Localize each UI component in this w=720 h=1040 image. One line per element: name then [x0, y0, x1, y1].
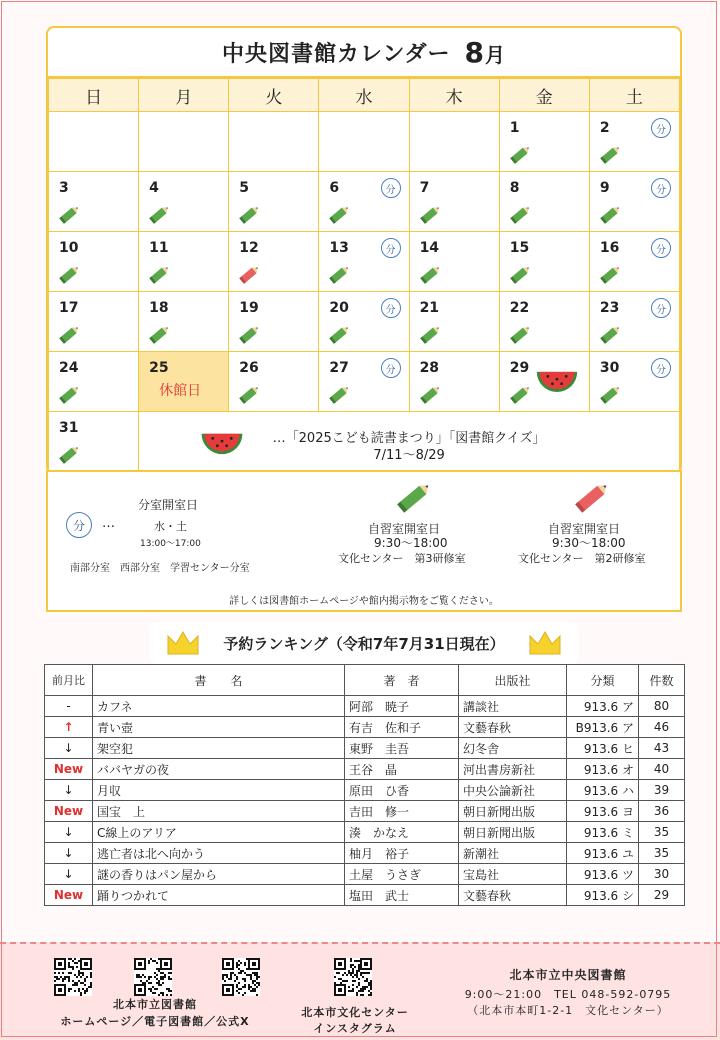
calendar-day-cell	[49, 172, 139, 232]
calendar-day-cell	[139, 172, 229, 232]
bunshitsu-hours: 13:00～17:00	[140, 539, 201, 549]
book-class: 913.6 ア	[567, 696, 639, 717]
book-publisher: 文藝春秋	[459, 717, 567, 738]
weekday-thu: 木	[409, 79, 499, 112]
bunshitsu-icon: 分	[651, 238, 671, 258]
green-pencil-icon	[59, 383, 79, 403]
green-pencil-icon	[59, 443, 79, 463]
calendar-day-cell	[49, 112, 139, 172]
calendar-day-cell	[499, 352, 589, 412]
green-pencil-icon	[600, 263, 620, 283]
day-number: 4	[149, 180, 159, 196]
book-class: 913.6 ヒ	[567, 738, 639, 759]
day-number: 21	[419, 300, 440, 316]
ranking-row	[45, 843, 685, 864]
calendar-day-cell	[409, 112, 499, 172]
day-number: 17	[59, 300, 79, 316]
calendar-day-cell	[139, 292, 229, 352]
day-number: 13	[329, 240, 349, 256]
book-publisher: 文藝春秋	[459, 885, 567, 906]
green-pencil-icon	[600, 383, 620, 403]
day-number: 23	[599, 300, 620, 316]
day-number: 6	[329, 180, 340, 196]
bunshitsu-icon: 分	[381, 178, 401, 198]
day-number: 11	[149, 240, 169, 256]
green-pencil-icon	[149, 203, 169, 223]
bunshitsu-legend-icon: 分	[66, 512, 92, 538]
header-title: 書 名	[93, 665, 345, 696]
book-publisher: 朝日新聞出版	[459, 822, 567, 843]
green-legend-place: 文化センター 第3研修室	[338, 552, 466, 565]
day-number: 10	[59, 240, 79, 256]
rank-change: New	[45, 885, 93, 906]
library-name: 北本市立中央図書館	[509, 968, 627, 982]
green-pencil-icon	[329, 383, 349, 403]
book-author: 東野 圭吾	[345, 738, 459, 759]
ranking-row	[45, 759, 685, 780]
weekday-header	[49, 79, 680, 112]
ranking-title-text: 予約ランキング（令和7年7月31日現在）	[223, 634, 505, 653]
calendar	[46, 26, 682, 474]
calendar-day-cell	[409, 232, 499, 292]
header-change: 前月比	[45, 665, 93, 696]
book-title: C線上のアリア	[93, 822, 345, 843]
footer-divider	[0, 942, 720, 944]
day-number: 3	[59, 180, 69, 196]
crown-icon-left	[166, 630, 200, 656]
event-title: …「2025こども読書まつり」「図書館クイズ」	[272, 431, 546, 446]
book-author: 王谷 晶	[345, 759, 459, 780]
day-number: 15	[509, 240, 530, 256]
reservation-count: 40	[639, 759, 685, 780]
green-pencil-icon	[239, 323, 259, 343]
calendar-day-cell	[409, 352, 499, 412]
book-class: 913.6 ハ	[567, 780, 639, 801]
book-title: 月収	[93, 780, 345, 801]
book-author: 塩田 武士	[345, 885, 459, 906]
book-author: 阿部 暁子	[345, 696, 459, 717]
green-pencil-icon	[420, 263, 440, 283]
weekday-mon: 月	[139, 79, 229, 112]
calendar-day-cell	[319, 232, 409, 292]
book-author: 原田 ひ香	[345, 780, 459, 801]
day-number: 30	[599, 360, 620, 376]
library-qr-label1: 北本市立図書館	[113, 998, 197, 1011]
green-pencil-icon	[600, 323, 620, 343]
calendar-week	[49, 352, 680, 412]
header-author: 著 者	[345, 665, 459, 696]
green-pencil-legend-icon	[394, 478, 434, 518]
day-number: 8	[509, 180, 520, 196]
month-number: 8	[464, 35, 486, 69]
rank-change: ↑	[45, 717, 93, 738]
day-number: 26	[239, 360, 259, 376]
book-class: 913.6 ユ	[567, 843, 639, 864]
green-pencil-icon	[510, 143, 530, 163]
calendar-month	[465, 36, 506, 69]
bunshitsu-days: 水・土	[154, 520, 187, 533]
calendar-day-cell	[229, 172, 319, 232]
calendar-day-cell	[139, 352, 229, 412]
reservation-count: 36	[639, 801, 685, 822]
culture-qr-label1: 北本市文化センター	[301, 1006, 409, 1019]
closed-label: 休館日	[159, 383, 202, 399]
reservation-count: 39	[639, 780, 685, 801]
ranking-title	[150, 622, 578, 664]
calendar-day-cell	[319, 292, 409, 352]
ranking-row	[45, 801, 685, 822]
calendar-grid	[48, 78, 680, 472]
bunshitsu-branches: 南部分室 西部分室 学習センター分室	[70, 563, 250, 574]
ranking-row	[45, 822, 685, 843]
book-publisher: 宝島社	[459, 864, 567, 885]
calendar-day-cell	[229, 292, 319, 352]
culture-qr-label2: インスタグラム	[313, 1022, 397, 1035]
calendar-week	[49, 112, 680, 172]
red-legend-title: 自習室開室日	[548, 522, 621, 536]
calendar-day-cell	[49, 232, 139, 292]
month-unit: 月	[485, 42, 507, 67]
book-publisher: 新潮社	[459, 843, 567, 864]
rank-change: New	[45, 801, 93, 822]
weekday-wed: 水	[319, 79, 409, 112]
book-title: 踊りつかれて	[93, 885, 345, 906]
bunshitsu-title: 分室開室日	[138, 498, 199, 512]
day-number: 19	[239, 300, 259, 316]
calendar-day-cell	[49, 412, 139, 472]
green-pencil-icon	[510, 263, 530, 283]
red-pencil-icon	[239, 263, 259, 283]
book-author: 柚月 裕子	[345, 843, 459, 864]
green-pencil-icon	[600, 143, 620, 163]
calendar-day-cell	[499, 112, 589, 172]
event-dates: 7/11～8/29	[373, 448, 445, 463]
ranking-row	[45, 738, 685, 759]
day-number: 12	[239, 240, 259, 256]
day-number: 31	[59, 420, 79, 436]
red-pencil-legend-icon	[572, 478, 612, 518]
calendar-day-cell	[589, 352, 679, 412]
green-pencil-icon	[510, 383, 530, 403]
rank-change: -	[45, 696, 93, 717]
ranking-row	[45, 780, 685, 801]
book-class: 913.6 オ	[567, 759, 639, 780]
green-pencil-icon	[59, 323, 79, 343]
day-number: 25	[149, 360, 169, 376]
calendar-title	[48, 28, 680, 78]
green-pencil-icon	[600, 203, 620, 223]
crown-icon-right	[528, 630, 562, 656]
day-number: 27	[329, 360, 349, 376]
green-legend-title: 自習室開室日	[368, 522, 441, 536]
green-pencil-icon	[420, 203, 440, 223]
library-address: （北本市本町1-2-1 文化センター）	[467, 1004, 669, 1017]
legend-box	[46, 470, 682, 612]
weekday-sun: 日	[49, 79, 139, 112]
green-pencil-icon	[329, 323, 349, 343]
red-legend-place: 文化センター 第2研修室	[518, 552, 646, 565]
weekday-sat: 土	[589, 79, 679, 112]
day-number: 28	[419, 360, 440, 376]
book-class: B913.6 ア	[567, 717, 639, 738]
day-number: 16	[599, 240, 620, 256]
day-number: 2	[599, 120, 610, 136]
book-publisher: 幻冬舎	[459, 738, 567, 759]
bunshitsu-icon: 分	[651, 298, 671, 318]
book-author: 有吉 佐和子	[345, 717, 459, 738]
green-pencil-icon	[59, 263, 79, 283]
green-pencil-icon	[59, 203, 79, 223]
calendar-day-cell	[409, 172, 499, 232]
day-number: 24	[59, 360, 79, 376]
calendar-week	[49, 292, 680, 352]
qr-code-e-library[interactable]	[134, 958, 172, 996]
calendar-day-cell	[229, 352, 319, 412]
day-number: 9	[599, 180, 610, 196]
book-author: 吉田 修一	[345, 801, 459, 822]
calendar-day-cell	[499, 232, 589, 292]
book-publisher: 中央公論新社	[459, 780, 567, 801]
reservation-count: 43	[639, 738, 685, 759]
calendar-day-cell	[139, 112, 229, 172]
book-class: 913.6 ミ	[567, 822, 639, 843]
header-class: 分類	[567, 665, 639, 696]
green-pencil-icon	[510, 203, 530, 223]
day-number: 20	[329, 300, 349, 316]
ranking-body	[45, 696, 685, 906]
book-title: 逃亡者は北へ向かう	[93, 843, 345, 864]
calendar-day-cell	[589, 172, 679, 232]
book-class: 913.6 シ	[567, 885, 639, 906]
day-number: 29	[509, 360, 530, 376]
bunshitsu-ellipsis: …	[102, 516, 115, 531]
book-title: 青い壺	[93, 717, 345, 738]
calendar-day-cell	[589, 292, 679, 352]
book-title: 謎の香りはパン屋から	[93, 864, 345, 885]
book-title: 架空犯	[93, 738, 345, 759]
rank-change: ↓	[45, 843, 93, 864]
day-number: 5	[239, 180, 250, 196]
rank-change: New	[45, 759, 93, 780]
calendar-day-cell	[499, 172, 589, 232]
green-pencil-icon	[239, 383, 259, 403]
reservation-count: 35	[639, 843, 685, 864]
day-number: 7	[419, 180, 430, 196]
calendar-week	[49, 172, 680, 232]
legend-note: 詳しくは図書館ホームページや館内掲示物をご覧ください。	[229, 596, 499, 607]
calendar-day-cell	[229, 112, 319, 172]
green-pencil-icon	[329, 203, 349, 223]
green-pencil-icon	[420, 383, 440, 403]
book-publisher: 講談社	[459, 696, 567, 717]
calendar-day-cell	[49, 292, 139, 352]
library-hours-tel: 9:00～21:00 TEL 048-592-0795	[464, 988, 672, 1001]
calendar-day-cell	[499, 292, 589, 352]
weekday-fri: 金	[499, 79, 589, 112]
book-publisher: 朝日新聞出版	[459, 801, 567, 822]
header-count: 件数	[639, 665, 685, 696]
calendar-title-text: 中央図書館カレンダー	[221, 41, 451, 67]
watermelon-icon	[199, 430, 245, 460]
day-number: 22	[509, 300, 530, 316]
reservation-count: 35	[639, 822, 685, 843]
calendar-day-cell	[139, 232, 229, 292]
book-publisher: 河出書房新社	[459, 759, 567, 780]
calendar-week	[49, 412, 680, 472]
green-pencil-icon	[239, 203, 259, 223]
book-author: 湊 かなえ	[345, 822, 459, 843]
calendar-week	[49, 232, 680, 292]
calendar-day-cell	[319, 352, 409, 412]
reservation-count: 46	[639, 717, 685, 738]
green-pencil-icon	[329, 263, 349, 283]
calendar-day-cell	[589, 232, 679, 292]
reservation-count: 29	[639, 885, 685, 906]
reservation-count: 30	[639, 864, 685, 885]
day-number: 1	[509, 120, 520, 136]
rank-change: ↓	[45, 738, 93, 759]
qr-code-homepage[interactable]	[54, 958, 92, 996]
ranking-row	[45, 885, 685, 906]
bunshitsu-icon: 分	[651, 358, 671, 378]
calendar-day-cell	[319, 172, 409, 232]
ranking-row	[45, 864, 685, 885]
ranking-row	[45, 696, 685, 717]
bunshitsu-icon: 分	[381, 358, 401, 378]
calendar-day-cell	[229, 232, 319, 292]
watermelon-icon	[535, 368, 579, 398]
book-title: 国宝 上	[93, 801, 345, 822]
ranking-header-row	[45, 665, 685, 696]
red-legend-hours: 9:30～18:00	[552, 536, 626, 550]
weekday-tue: 火	[229, 79, 319, 112]
rank-change: ↓	[45, 864, 93, 885]
book-author: 土屋 うさぎ	[345, 864, 459, 885]
green-legend-hours: 9:30～18:00	[374, 536, 448, 550]
calendar-day-cell	[49, 352, 139, 412]
calendar-day-cell	[409, 292, 499, 352]
bunshitsu-icon: 分	[651, 178, 671, 198]
rank-change: ↓	[45, 780, 93, 801]
ranking-table	[44, 664, 685, 906]
bunshitsu-icon: 分	[651, 118, 671, 138]
qr-code-x[interactable]	[222, 958, 260, 996]
rank-change: ↓	[45, 822, 93, 843]
green-pencil-icon	[149, 323, 169, 343]
library-qr-label2: ホームページ／電子図書館／公式X	[60, 1015, 250, 1028]
bunshitsu-icon: 分	[381, 238, 401, 258]
qr-code-instagram[interactable]	[334, 958, 372, 996]
day-number: 14	[419, 240, 440, 256]
calendar-day-cell	[589, 112, 679, 172]
day-number: 18	[149, 300, 169, 316]
green-pencil-icon	[420, 323, 440, 343]
ranking-row	[45, 717, 685, 738]
bunshitsu-icon: 分	[381, 298, 401, 318]
book-title: ババヤガの夜	[93, 759, 345, 780]
green-pencil-icon	[510, 323, 530, 343]
event-banner	[139, 412, 680, 472]
green-pencil-icon	[149, 263, 169, 283]
header-publisher: 出版社	[459, 665, 567, 696]
calendar-body	[49, 112, 680, 472]
calendar-day-cell	[319, 112, 409, 172]
book-class: 913.6 ツ	[567, 864, 639, 885]
book-title: カフネ	[93, 696, 345, 717]
book-class: 913.6 ヨ	[567, 801, 639, 822]
reservation-count: 80	[639, 696, 685, 717]
